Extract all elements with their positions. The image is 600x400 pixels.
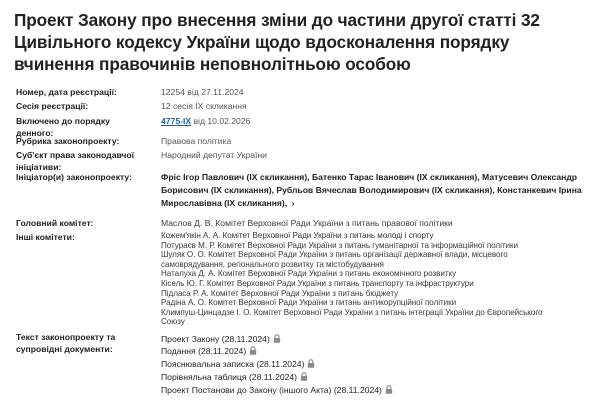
initiators-line: Борисович (IX скликання), Рубльов Вячеслав Володимирович (IX скликання), Констанкевич Ірина [161, 185, 582, 195]
committee-line: Кожем'якін А. А. Комітет Верховної Ради України з питань молоді і спорту [161, 231, 434, 240]
session-value: 12 сесія IX скликання [161, 101, 247, 111]
registration-label: Номер, дата реєстрації: [16, 87, 117, 97]
initiators-list [161, 171, 591, 210]
document-link[interactable]: Подання (28.11.2024) [161, 345, 257, 357]
registration-value [161, 86, 591, 98]
committee-line: Союзу [161, 317, 185, 327]
agenda-label: Включено до порядку денного: [16, 116, 110, 138]
initiators-line: Фріс Ігор Павлович (IX скликання), Батенко Тарас Іванович (IX скликання), Матусевич Олександр [161, 172, 578, 182]
lock-icon [273, 334, 281, 343]
document-link[interactable]: Порівняльна таблиця (28.11.2024) [161, 371, 308, 383]
initiators-line: Мирославівна (IX скликання), › [161, 198, 295, 208]
registration-date: 27.11.2024 [201, 87, 244, 97]
lock-icon [385, 385, 393, 394]
committee-line: Підласа Р. А. Комітет Верховної Ради України з питань бюджету [161, 288, 399, 298]
committee-line: Радіна А. О. Комітет Верховної Ради України з питань антикорупційної політики [161, 298, 457, 308]
agenda-value [161, 115, 591, 127]
agenda-number-link[interactable]: 4775-IX [161, 116, 192, 126]
committee-line: Шуляк О. О. Комітет Верховної Ради України з питань організації державної влади, місцевого [161, 250, 508, 260]
committee-line: Климпуш-Цинцадзе І. О. Комітет Верховної Ради України з питань інтеграції України до Європейського [161, 307, 543, 317]
documents-label: Текст законопроекту та супровідні документи: [16, 332, 116, 354]
other-committees-label: Інші комітети: [16, 232, 75, 242]
other-committees-list [161, 231, 591, 327]
registration-sep: від [187, 87, 199, 97]
page-title: Проект Закону про внесення зміни до частини другої статті 32 Цивільного кодексу України щодо вдосконалення порядку вчинення правочинів неповнолітньою особою [14, 10, 540, 74]
rubric-value: Правова політика [161, 136, 232, 146]
document-link[interactable]: Проект Постанови до Закону (іншого Акта) (28.11.2024) [161, 384, 393, 396]
subject-value: Народний депутат України [161, 150, 267, 160]
more-initiators-chevron-icon[interactable]: › [291, 198, 295, 208]
document-link[interactable]: Проект Закону (28.11.2024) [161, 333, 281, 345]
document-link[interactable]: Пояснювальна записка (28.11.2024) [161, 358, 315, 370]
subject-label: Суб'єкт права законодавчої ініціативи: [16, 150, 135, 172]
main-committee-label: Головний комітет: [16, 218, 94, 228]
initiators-label: Ініціатор(и) законопроекту: [16, 172, 132, 182]
registration-number: 12254 [161, 87, 185, 97]
committee-line: самоврядування, регіонального розвитку та містобудування [161, 259, 384, 269]
lock-icon [307, 359, 315, 368]
rubric-label: Рубрика законопроекту: [16, 136, 120, 146]
main-committee-value: Маслов Д. В. Комітет Верховної Ради України з питань правової політики [161, 218, 453, 228]
session-label: Сесія реєстрації: [16, 101, 89, 111]
agenda-date: від 10.02.2026 [191, 116, 251, 126]
lock-icon [249, 346, 257, 355]
lock-icon [300, 372, 308, 381]
committee-line: Потураєв М. Р. Комітет Верховної Ради України з питань гуманітарної та інформаційної політики [161, 240, 518, 250]
committee-line: Наталуха Д. А. Комітет Верховної Ради України з питань економічного розвитку [161, 269, 457, 279]
committee-line: Кісель Ю. Г. Комітет Верховної Ради України з питань транспорту та інфраструктури [161, 278, 474, 288]
